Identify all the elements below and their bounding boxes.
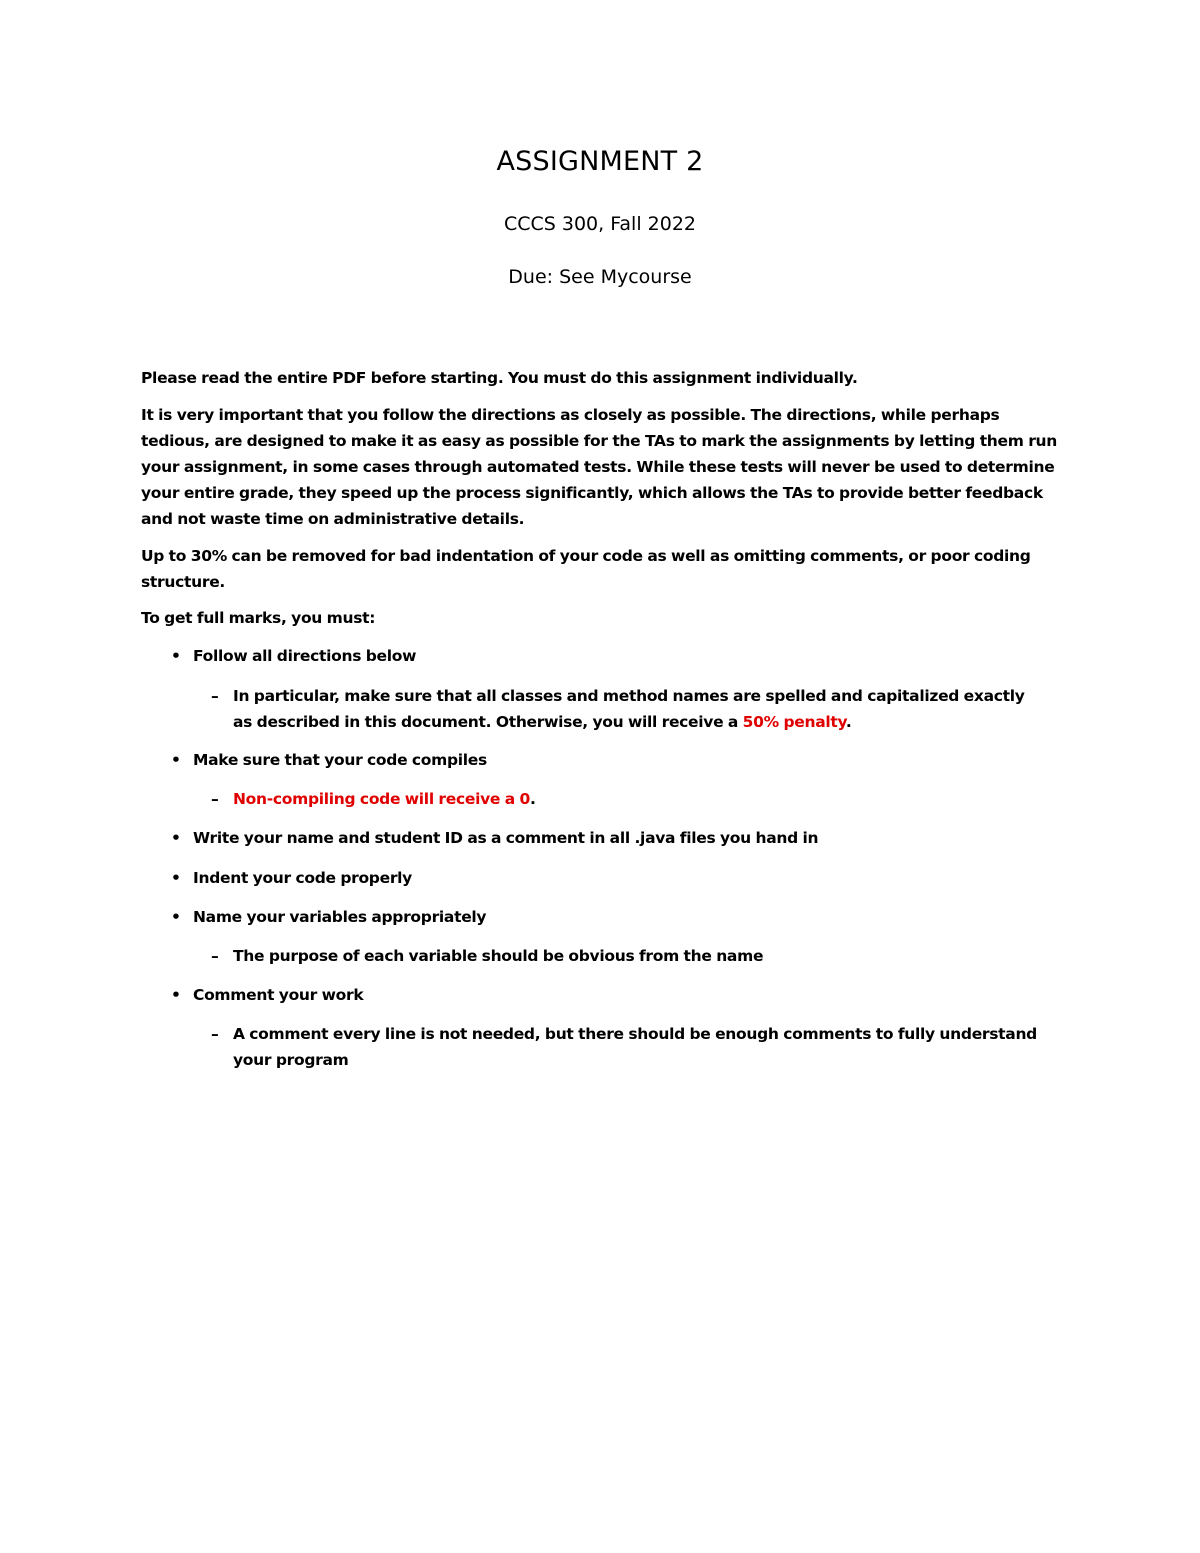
- penalty-emphasis: 50% penalty: [742, 713, 846, 731]
- list-item-text: Follow all directions below: [193, 647, 417, 665]
- sub-item-text-pre: In particular, make sure that all classes and method names are spelled and capitalized exactly as described in this document. Otherwise, you will receive a: [233, 687, 1025, 731]
- intro-paragraph-2: It is very important that you follow the directions as closely as possible. The directions, while perhaps tedious, are designed to make it as easy as possible for the TAs to mark the assignments by letting them run your assignment, in some cases through automated tests. While these tests will never be used to determine your entire grade, they speed up the process significantly, which allows the TAs to provide better feedback and not waste time on administrative details.: [141, 406, 1058, 528]
- dash-icon: –: [211, 947, 219, 965]
- intro-paragraph-3: Up to 30% can be removed for bad indentation of your code as well as omitting comments, or poor coding structure.: [141, 547, 1031, 591]
- bullet-icon: •: [171, 647, 181, 665]
- document-title: ASSIGNMENT 2: [496, 146, 704, 177]
- bullet-icon: •: [171, 908, 181, 926]
- dash-icon: –: [211, 687, 219, 705]
- list-item-text: Make sure that your code compiles: [193, 751, 487, 769]
- sub-item-text-post: .: [845, 713, 852, 731]
- bullet-icon: •: [171, 869, 181, 887]
- list-item-text: Name your variables appropriately: [193, 908, 487, 926]
- sub-list-item-text: [233, 683, 1043, 735]
- course-line: CCCS 300, Fall 2022: [503, 213, 697, 235]
- sub-list-item-text: [233, 786, 1043, 812]
- sub-list-item-text: A comment every line is not needed, but there should be enough comments to fully understand your program: [233, 1025, 1037, 1069]
- sub-item-text-post: .: [529, 790, 536, 808]
- list-item-text: Comment your work: [193, 986, 364, 1004]
- sub-list-item-text: The purpose of each variable should be obvious from the name: [233, 947, 764, 965]
- dash-icon: –: [211, 1025, 219, 1043]
- dash-icon: –: [211, 790, 219, 808]
- intro-paragraph-1: Please read the entire PDF before starting. You must do this assignment individually.: [141, 369, 858, 387]
- list-item-text: Indent your code properly: [193, 869, 412, 887]
- bullet-icon: •: [171, 986, 181, 1004]
- bullet-icon: •: [171, 751, 181, 769]
- due-line: Due: See Mycourse: [508, 266, 692, 288]
- intro-paragraph-4: To get full marks, you must:: [141, 609, 376, 627]
- non-compiling-emphasis: Non-compiling code will receive a 0: [233, 790, 530, 808]
- bullet-icon: •: [171, 829, 181, 847]
- list-item-text: Write your name and student ID as a comment in all .java files you hand in: [193, 829, 819, 847]
